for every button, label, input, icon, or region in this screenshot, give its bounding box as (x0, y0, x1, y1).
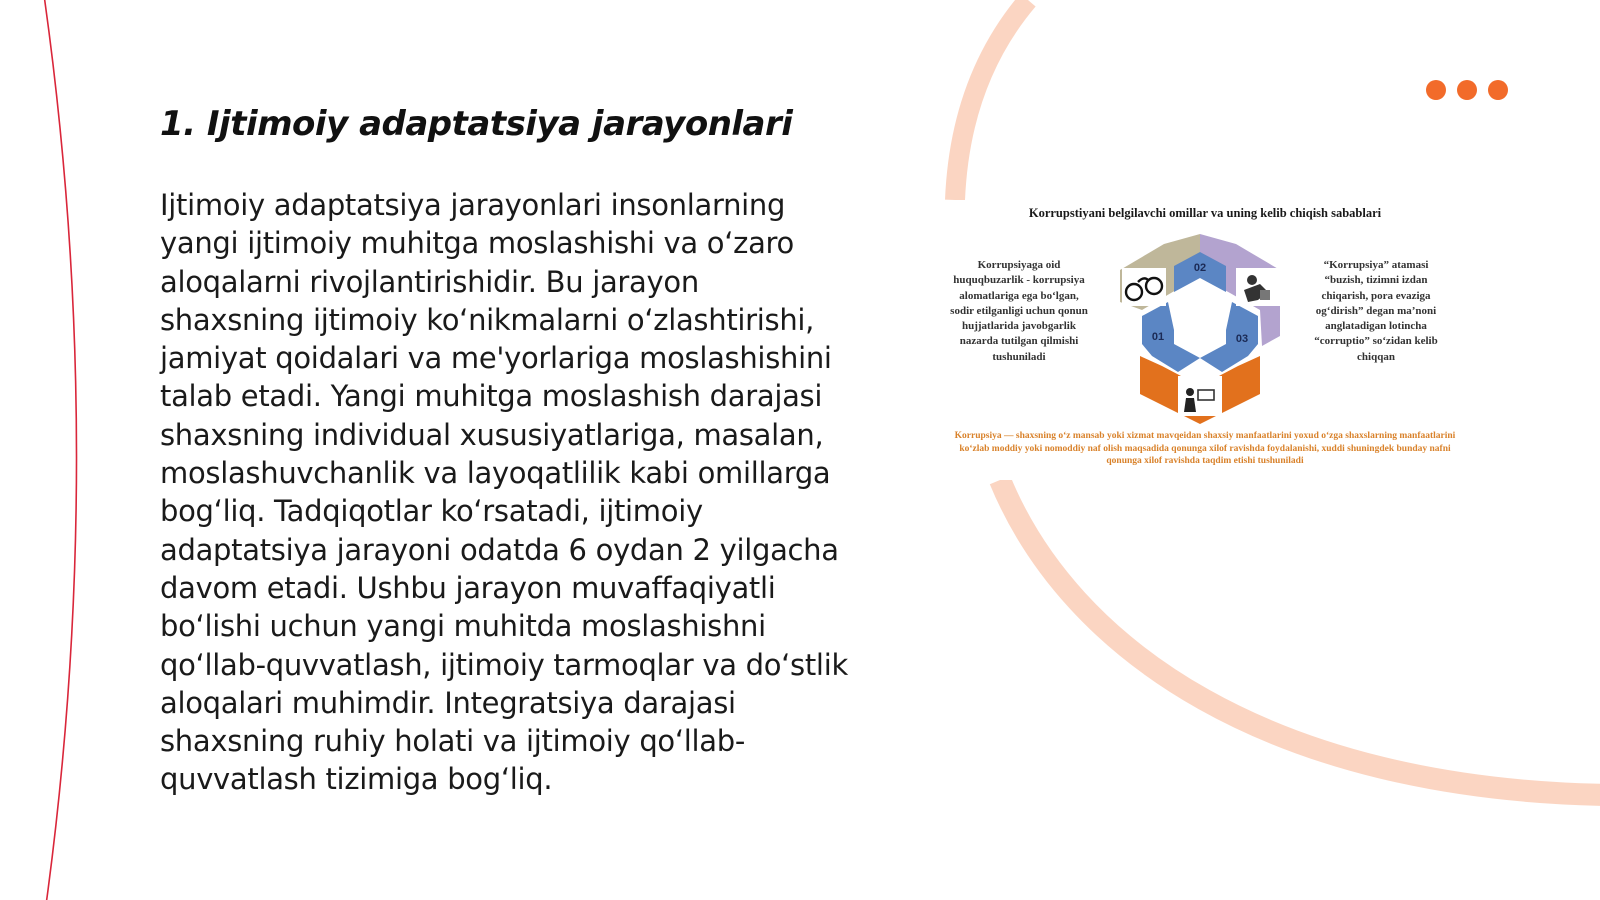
peach-ring-lower (1000, 480, 1600, 795)
dot-icon (1488, 80, 1508, 100)
peach-ring-upper (955, 0, 1028, 200)
figure-title: Korrupstiyani belgilavchi omillar va uning kelib chiqish sabablari (1028, 206, 1382, 220)
figure-right-text: “Korrupsiya” atamasi “buzish, tizimni izdan chiqarish, pora evaziga og‘dirish” degan ma’noni anglatadigan lotincha “corruptio” so‘zidan kelib chiqqan (1314, 259, 1438, 363)
label-02: 02 (1193, 262, 1207, 274)
figure-left-text: Korrupsiyaga oid huquqbuzarlik - korrupsiya alomatlariga ega bo‘lgan, sodir etilganligi uchun qonun hujjatlarida javobgarlik nazarda tutilgan qilmishi tushuniladi (950, 259, 1088, 363)
corruption-figure (950, 200, 1460, 480)
red-arc-line (44, 0, 77, 900)
figure-bottom-text: Korrupsiya — shaxsning o‘z mansab yoki xizmat mavqeidan shaxsiy manfaatlarini yoxud o‘zga shaxslarning manfaatlarini ko‘zlab moddiy yoki nomoddiy naf olish maqsadida qonunga xilof ravishda foydalanishi, xuddi shuningdek bunday nafni qonunga xilof ravishda taqdim etishi tushuniladi (954, 431, 1456, 466)
label-03: 03 (1235, 333, 1249, 345)
hexagon-cycle-diagram (1102, 226, 1298, 424)
menu-dots (1426, 80, 1508, 100)
label-01: 01 (1151, 331, 1165, 343)
slide-title: 1. Ijtimoiy adaptatsiya jarayonlari (160, 104, 793, 144)
dot-icon (1426, 80, 1446, 100)
slide-body-text: Ijtimoiy adaptatsiya jarayonlari insonlarning yangi ijtimoiy muhitga moslashishi va o‘zaro aloqalarni rivojlantirishidir. Bu jarayon shaxsning ijtimoiy ko‘nikmalarni o‘zlashtirishi, jamiyat qoidalari va me'yorlariga moslashishini talab etadi. Yangi muhitga moslashish darajasi shaxsning individual xususiyatlariga, masalan, moslashuvchanlik va layoqatlilik kabi omillarga bog‘liq. Tadqiqotlar ko‘rsatadi, ijtimoiy adaptatsiya jarayoni odatda 6 oydan 2 yilgacha davom etadi. Ushbu jarayon muvaffaqiyatli bo‘lishi uchun yangi muhitda moslashishni qo‘llab-quvvatlash, ijtimoiy tarmoqlar va do‘stlik aloqalari muhimdir. Integratsiya darajasi shaxsning ruhiy holati va ijtimoiy qo‘llab-quvvatlash tizimiga bog‘liq. (160, 188, 848, 797)
dot-icon (1457, 80, 1477, 100)
